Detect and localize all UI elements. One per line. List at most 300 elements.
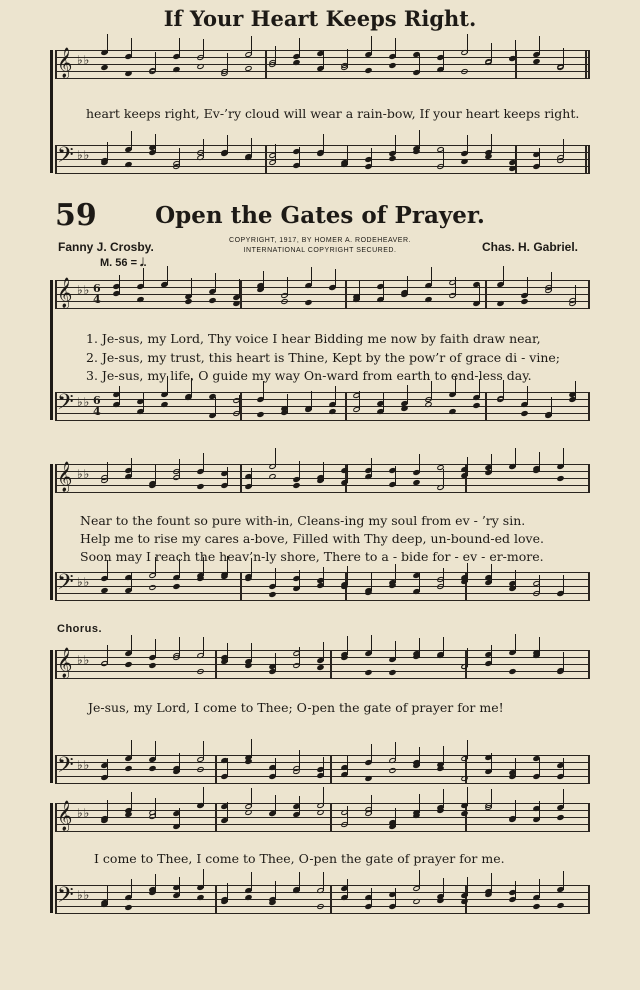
note-head	[100, 817, 108, 824]
note-head	[388, 62, 396, 69]
note-head	[292, 482, 300, 489]
note-stem	[107, 142, 108, 161]
bar-line	[55, 280, 57, 309]
staff-line	[55, 572, 588, 573]
note-stem	[515, 634, 516, 653]
note-head	[256, 411, 264, 418]
note-stem	[563, 48, 564, 67]
note-head	[388, 669, 396, 676]
note-head	[340, 654, 348, 661]
bar-line	[588, 572, 590, 601]
note-stem	[467, 740, 468, 759]
note-stem	[155, 465, 156, 484]
note-stem	[515, 758, 516, 777]
note-head	[520, 410, 528, 417]
note-head	[388, 582, 396, 589]
note-stem	[467, 563, 468, 582]
note-stem	[323, 872, 324, 891]
previous-hymn-lyric: heart keeps right, Ev-’ry cloud will wear a rain-bow, If your heart keeps right.	[86, 106, 580, 121]
note-head	[364, 589, 372, 596]
note-stem	[131, 131, 132, 150]
previous-hymn-title: If Your Heart Keeps Right.	[163, 6, 477, 31]
note-stem	[131, 38, 132, 57]
bar-line	[240, 392, 242, 421]
bar-line	[588, 464, 590, 493]
note-stem	[563, 789, 564, 808]
bar-line	[485, 280, 487, 309]
bar-line	[330, 885, 332, 914]
note-head	[196, 483, 204, 490]
note-head	[340, 583, 348, 590]
note-stem	[323, 134, 324, 153]
staff-line	[55, 280, 588, 281]
note-stem	[155, 134, 156, 153]
note-head	[268, 591, 276, 598]
system1-verse1: 1. Je-sus, my Lord, Thy voice I hear Bidding me now by faith draw near,	[86, 331, 541, 346]
bar-line	[588, 755, 590, 784]
bar-line	[55, 464, 57, 493]
note-stem	[395, 135, 396, 154]
staff-line	[55, 413, 588, 414]
note-head	[364, 775, 372, 782]
note-stem	[467, 877, 468, 896]
note-stem	[203, 869, 204, 888]
staff-line	[55, 783, 588, 784]
note-stem	[419, 130, 420, 149]
bar-line	[55, 50, 57, 79]
note-head	[400, 405, 408, 412]
note-stem	[251, 739, 252, 758]
staff-line	[55, 294, 588, 295]
note-stem	[251, 788, 252, 807]
note-stem	[287, 394, 288, 413]
bar-line	[330, 803, 332, 832]
note-stem	[371, 572, 372, 591]
system1-treble-staff	[55, 280, 588, 308]
note-stem	[491, 564, 492, 583]
bar-line	[588, 803, 590, 832]
staff-line	[55, 78, 588, 79]
system2-treble-staff	[55, 464, 588, 492]
hymn-number: 59	[55, 198, 97, 233]
note-head	[496, 396, 504, 403]
bar-line	[330, 650, 332, 679]
note-stem	[527, 277, 528, 296]
system-brace	[50, 464, 53, 600]
staff-line	[55, 824, 588, 825]
system3-lyric: Je-sus, my Lord, I come to Thee; O-pen the gate of prayer for me!	[88, 700, 504, 715]
key-signature: ♭♭	[77, 283, 91, 297]
note-head	[532, 903, 540, 910]
note-stem	[251, 643, 252, 662]
system2-verse3: Soon may I reach the heav’n-ly shore, There to a - bide for - ev - er-more.	[80, 549, 544, 564]
note-head	[172, 654, 180, 661]
note-head	[316, 150, 324, 157]
key-signature: ♭♭	[77, 575, 91, 589]
note-stem	[107, 34, 108, 53]
prev-treble-staff	[55, 50, 588, 78]
note-head	[436, 897, 444, 904]
bar-line	[55, 392, 57, 421]
staff-line	[55, 287, 588, 288]
note-stem	[575, 381, 576, 400]
prev-bass-staff	[55, 145, 588, 173]
treble-clef: 𝄞	[57, 648, 73, 678]
staff-line	[55, 650, 588, 651]
note-head	[184, 298, 192, 305]
note-head	[148, 482, 156, 489]
staff-line	[55, 678, 588, 679]
staff-line	[55, 831, 588, 832]
note-head	[124, 661, 132, 668]
note-stem	[251, 872, 252, 891]
staff-line	[55, 885, 588, 886]
note-stem	[395, 38, 396, 57]
note-stem	[491, 873, 492, 892]
bar-line	[55, 885, 57, 914]
note-stem	[155, 52, 156, 71]
note-stem	[395, 888, 396, 907]
system2-bass-staff	[55, 572, 588, 600]
note-stem	[311, 267, 312, 286]
bass-clef: 𝄢	[57, 753, 74, 783]
note-head	[388, 767, 396, 774]
note-stem	[275, 881, 276, 900]
note-stem	[155, 798, 156, 817]
note-head	[388, 155, 396, 162]
bar-line	[55, 755, 57, 784]
bar-line	[215, 650, 217, 679]
bar-line	[240, 464, 242, 493]
bar-line	[330, 755, 332, 784]
note-head	[436, 765, 444, 772]
staff-line	[55, 392, 588, 393]
note-stem	[467, 787, 468, 806]
note-stem	[299, 750, 300, 769]
note-stem	[203, 139, 204, 158]
note-stem	[563, 448, 564, 467]
note-stem	[539, 801, 540, 820]
note-stem	[419, 794, 420, 813]
note-stem	[467, 135, 468, 154]
bass-clef: 𝄢	[57, 143, 74, 173]
note-stem	[131, 740, 132, 759]
note-head	[148, 68, 156, 75]
staff-line	[55, 399, 588, 400]
staff-line	[55, 471, 588, 472]
note-stem	[491, 454, 492, 473]
note-head	[172, 583, 180, 590]
system3-treble-staff	[55, 650, 588, 678]
note-stem	[227, 643, 228, 662]
note-stem	[179, 38, 180, 57]
note-stem	[251, 138, 252, 157]
system4-bass-staff	[55, 885, 588, 913]
staff-line	[55, 308, 588, 309]
note-stem	[371, 795, 372, 814]
note-head	[316, 664, 324, 671]
staff-line	[55, 762, 588, 763]
note-head	[460, 898, 468, 905]
note-stem	[347, 464, 348, 483]
note-head	[412, 148, 420, 155]
staff-line	[55, 593, 588, 594]
bar-line	[485, 392, 487, 421]
note-head	[556, 475, 564, 482]
note-stem	[275, 653, 276, 672]
staff-line	[55, 464, 588, 465]
note-stem	[143, 268, 144, 287]
bar-line	[215, 803, 217, 832]
note-stem	[275, 448, 276, 467]
note-head	[412, 898, 420, 905]
note-head	[508, 816, 516, 823]
treble-clef: 𝄞	[57, 801, 73, 831]
system4-treble-staff	[55, 803, 588, 831]
note-stem	[431, 381, 432, 400]
note-head	[100, 64, 108, 71]
note-stem	[563, 758, 564, 777]
note-head	[220, 149, 228, 156]
note-stem	[515, 570, 516, 589]
note-head	[244, 758, 252, 765]
note-head	[556, 668, 564, 675]
note-stem	[563, 139, 564, 158]
note-head	[280, 298, 288, 305]
staff-line	[55, 420, 588, 421]
treble-clef: 𝄞	[57, 278, 73, 308]
note-stem	[323, 567, 324, 586]
bar-line	[345, 392, 347, 421]
note-stem	[395, 641, 396, 660]
note-stem	[323, 642, 324, 661]
note-stem	[347, 566, 348, 585]
note-stem	[155, 741, 156, 760]
bar-line	[345, 280, 347, 309]
note-head	[556, 902, 564, 909]
staff-line	[55, 145, 588, 146]
note-stem	[347, 806, 348, 825]
note-stem	[191, 278, 192, 297]
note-head	[556, 590, 564, 597]
note-head	[508, 463, 516, 470]
note-head	[196, 575, 204, 582]
staff-line	[55, 173, 588, 174]
system1-bass-staff	[55, 392, 588, 420]
note-stem	[371, 635, 372, 654]
note-stem	[347, 636, 348, 655]
note-stem	[419, 870, 420, 889]
note-head	[460, 158, 468, 165]
bar-line	[215, 885, 217, 914]
bar-line	[588, 885, 590, 914]
staff-line	[55, 600, 588, 601]
staff-line	[55, 755, 588, 756]
time-signature: 6 4	[93, 394, 101, 418]
note-stem	[131, 635, 132, 654]
bar-line	[588, 50, 590, 79]
staff-line	[55, 485, 588, 486]
copyright-line-2: INTERNATIONAL COPYRIGHT SECURED.	[243, 247, 397, 254]
key-signature: ♭♭	[77, 758, 91, 772]
note-head	[148, 765, 156, 772]
note-stem	[443, 469, 444, 488]
bar-line	[55, 650, 57, 679]
staff-line	[55, 159, 588, 160]
note-stem	[179, 637, 180, 656]
note-stem	[515, 800, 516, 819]
note-head	[148, 584, 156, 591]
staff-line	[55, 492, 588, 493]
note-stem	[539, 758, 540, 777]
bar-line	[588, 145, 590, 174]
note-stem	[539, 36, 540, 55]
treble-clef: 𝄞	[57, 48, 73, 78]
bar-line	[265, 50, 267, 79]
note-head	[484, 891, 492, 898]
system2-verse2: Help me to rise my cares a-bove, Filled with Thy deep, un-bound-ed love.	[80, 531, 544, 546]
bar-line	[588, 392, 590, 421]
note-stem	[443, 746, 444, 765]
note-stem	[215, 273, 216, 292]
note-stem	[227, 467, 228, 486]
note-head	[364, 669, 372, 676]
note-head	[220, 70, 228, 77]
note-stem	[335, 386, 336, 405]
note-head	[460, 775, 468, 782]
staff-line	[55, 71, 588, 72]
note-stem	[203, 741, 204, 760]
note-stem	[503, 266, 504, 285]
note-head	[460, 68, 468, 75]
system2-verse1: Near to the fount so pure with-in, Cleans-ing my soul from ev - ’ry sin.	[80, 513, 526, 528]
note-head	[244, 809, 252, 816]
note-head	[148, 662, 156, 669]
bar-line	[215, 755, 217, 784]
hymn-composer: Chas. H. Gabriel.	[481, 240, 578, 254]
note-head	[436, 807, 444, 814]
note-stem	[527, 386, 528, 405]
note-head	[196, 802, 204, 809]
note-stem	[563, 652, 564, 671]
note-stem	[491, 134, 492, 153]
note-stem	[563, 871, 564, 890]
note-stem	[299, 647, 300, 666]
note-head	[544, 411, 552, 418]
note-stem	[467, 34, 468, 53]
key-signature: ♭♭	[77, 653, 91, 667]
bar-line	[55, 803, 57, 832]
note-stem	[155, 639, 156, 658]
key-signature: ♭♭	[77, 53, 91, 67]
note-stem	[107, 759, 108, 778]
note-stem	[275, 568, 276, 587]
note-head	[244, 662, 252, 669]
key-signature: ♭♭	[77, 148, 91, 162]
note-stem	[395, 742, 396, 761]
note-head	[316, 809, 324, 816]
note-stem	[491, 43, 492, 62]
note-head	[196, 766, 204, 773]
note-head	[364, 67, 372, 74]
note-stem	[539, 148, 540, 167]
note-head	[304, 405, 312, 412]
note-stem	[431, 267, 432, 286]
note-stem	[263, 381, 264, 400]
note-head	[508, 668, 516, 675]
copyright-line-1: COPYRIGHT, 1917, BY HOMER A. RODEHEAVER.	[229, 237, 411, 244]
system-brace	[50, 803, 53, 913]
note-stem	[443, 789, 444, 808]
bar-line	[588, 280, 590, 309]
note-head	[196, 63, 204, 70]
note-stem	[371, 744, 372, 763]
note-stem	[419, 54, 420, 73]
bass-clef: 𝄢	[57, 390, 74, 420]
key-signature: ♭♭	[77, 806, 91, 820]
hymn-title: Open the Gates of Prayer.	[155, 202, 485, 229]
note-head	[304, 299, 312, 306]
note-stem	[203, 453, 204, 472]
bass-clef: 𝄢	[57, 570, 74, 600]
note-head	[208, 297, 216, 304]
note-head	[460, 810, 468, 817]
key-signature: ♭♭	[77, 467, 91, 481]
note-stem	[323, 787, 324, 806]
note-stem	[299, 38, 300, 57]
staff-line	[55, 913, 588, 914]
bar-line	[265, 145, 267, 174]
note-head	[292, 768, 300, 775]
note-head	[496, 300, 504, 307]
key-signature: ♭♭	[77, 395, 91, 409]
note-head	[244, 575, 252, 582]
note-stem	[407, 385, 408, 404]
note-head	[556, 814, 564, 821]
note-head	[556, 64, 564, 71]
bass-clef: 𝄢	[57, 883, 74, 913]
note-stem	[299, 461, 300, 480]
note-stem	[263, 271, 264, 290]
bar-line	[585, 50, 587, 79]
note-head	[196, 668, 204, 675]
note-stem	[395, 808, 396, 827]
staff-line	[55, 406, 588, 407]
note-stem	[203, 637, 204, 656]
note-head	[328, 284, 336, 291]
note-stem	[443, 878, 444, 897]
system-brace	[50, 650, 53, 783]
metronome-marking: M. 56 = 𝅗𝅥.	[100, 257, 147, 269]
system-brace	[50, 280, 53, 420]
key-signature: ♭♭	[77, 888, 91, 902]
note-stem	[107, 800, 108, 819]
note-head	[460, 663, 468, 670]
system1-verse2: 2. Je-sus, my trust, this heart is Thine, Kept by the pow’r of grace di - vine;	[86, 350, 561, 365]
note-head	[124, 70, 132, 77]
note-stem	[131, 879, 132, 898]
note-stem	[479, 285, 480, 304]
bar-line	[585, 145, 587, 174]
note-stem	[287, 277, 288, 296]
note-head	[100, 159, 108, 166]
note-stem	[227, 53, 228, 72]
staff-line	[55, 301, 588, 302]
system4-lyric: I come to Thee, I come to Thee, O-pen the gate of prayer for me.	[94, 851, 505, 866]
bar-line	[240, 280, 242, 309]
bar-line	[588, 650, 590, 679]
note-stem	[443, 51, 444, 70]
